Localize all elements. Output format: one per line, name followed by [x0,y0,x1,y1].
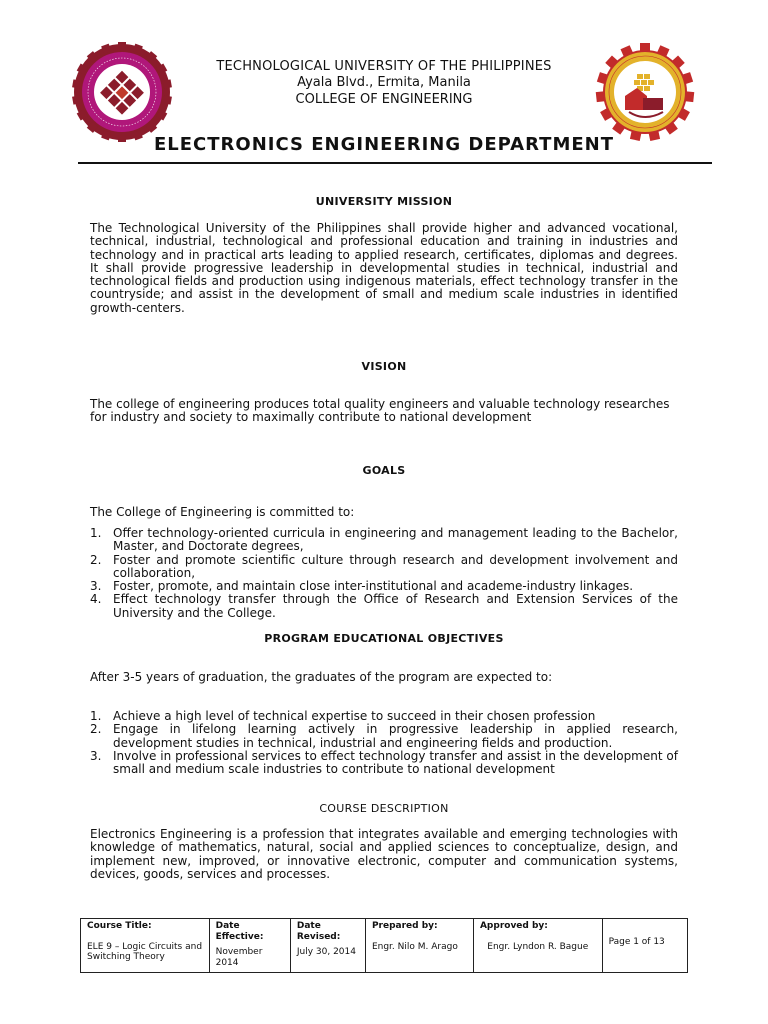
prepared-by-label: Prepared by: [371,921,438,931]
course-description-text: Electronics Engineering is a profession that integrates available and emerging technologies with knowledge of mathematics, natural, social and applied sciences to conceptualize, design, and implement new, improved, or innovative electronic, computer and communication systems, devices, goods, services and processes. [90,827,678,881]
list-item-text: Involve in professional services to effect technology transfer and assist in the development of small and medium scale industries to contribute to national development [113,748,678,777]
list-item [90,750,678,777]
date-effective-cell [209,919,290,973]
list-number: 3. [90,579,102,594]
vision-text: The college of engineering produces total quality engineers and valuable technology researches for industry and society to maximally contribute to national development [90,397,670,425]
list-item-text: Offer technology-oriented curricula in engineering and management leading to the Bachelor, Master, and Doctorate degrees, [113,526,678,554]
mission-title: UNIVERSITY MISSION [315,195,453,208]
list-item [90,554,678,581]
goals-title: GOALS [362,464,406,477]
approved-by-value: Engr. Lyndon R. Bague [487,941,589,952]
list-number: 2. [90,552,102,567]
department-title: ELECTRONICS ENGINEERING DEPARTMENT [154,134,614,155]
goals-list [90,527,678,620]
objectives-intro: After 3-5 years of graduation, the graduates of the program are expected to: [90,670,553,684]
list-item [90,723,678,750]
list-item-text: Effect technology transfer through the Office of Research and Extension Services of the University and the College. [113,592,678,620]
prepared-by-cell [365,919,473,973]
document-footer-table [80,918,688,973]
list-item-text: Engage in lifelong learning actively in progressive leadership in applied research, development studies in technical, industrial and engineering fields and production. [113,722,678,750]
date-revised-value: July 30, 2014 [296,947,356,957]
objectives-title: PROGRAM EDUCATIONAL OBJECTIVES [264,632,504,645]
university-seal-icon [72,42,172,142]
header-divider [78,162,712,164]
list-number: 3. [90,748,102,763]
approved-by-label: Approved by: [479,921,548,931]
list-number: 1. [90,526,102,540]
course-title-value: ELE 9 – Logic Circuits and Switching Theory [87,941,203,962]
course-title-cell [81,919,210,973]
list-item [90,593,678,620]
college-of-engineering-seal-icon [595,42,695,142]
list-item [90,527,678,554]
list-item [90,710,678,723]
list-item-text: Foster and promote scientific culture through research and development involvement and collaboration, [113,552,678,580]
page-number: Page 1 of 13 [608,937,665,947]
list-item-text: Foster, promote, and maintain close inter-institutional and academe-industry linkages. [113,579,634,594]
goals-intro: The College of Engineering is committed to: [90,505,355,519]
prepared-by-value: Engr. Nilo M. Arago [371,941,458,952]
mission-text: The Technological University of the Philippines shall provide higher and advanced vocational, technical, industrial, technological and professional education and training in industries and technology and in practical arts leading to applied research, certificates, diplomas and degrees. It shall provide progressive leadership in developmental studies in technical, industrial and technological fields and production using indigenous materials, effect technology transfer in the countryside; and assist in the development of small and medium scale industries in identified growth-centers. [90,221,678,315]
list-number: 4. [90,592,102,607]
list-number: 2. [90,722,102,737]
date-effective-label: Date Effective: [215,921,264,942]
course-description-title: COURSE DESCRIPTION [319,802,449,815]
approved-by-cell [473,919,602,973]
course-title-label: Course Title: [87,921,152,931]
date-revised-label: Date Revised: [296,921,341,942]
list-number: 1. [90,709,102,723]
vision-title: VISION [361,360,407,373]
page-number-cell [602,919,687,973]
table-row [81,919,688,973]
list-item [90,580,678,593]
list-item-text: Achieve a high level of technical expertise to succeed in their chosen profession [113,709,596,723]
university-address: Ayala Blvd., Ermita, Manila [297,75,471,90]
university-name: TECHNOLOGICAL UNIVERSITY OF THE PHILIPPINES [216,59,552,74]
college-name: COLLEGE OF ENGINEERING [295,92,473,107]
objectives-list [90,710,678,776]
date-effective-value: November 2014 [215,947,263,968]
date-revised-cell [290,919,365,973]
